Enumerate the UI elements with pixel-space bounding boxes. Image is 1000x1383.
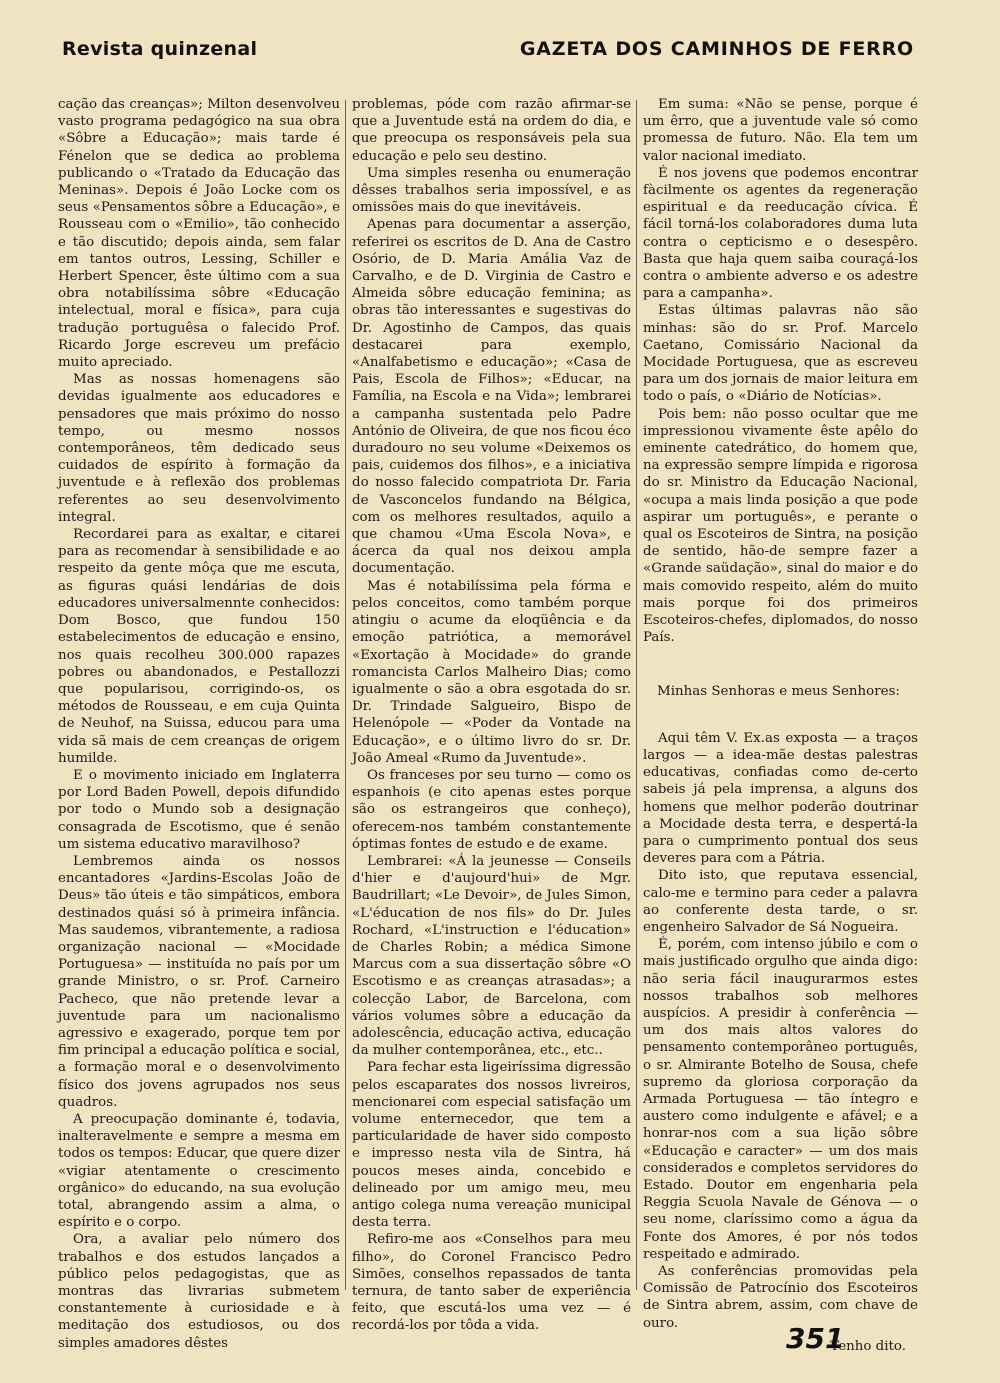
- text-column-3: [643, 96, 918, 1355]
- text-column-2: [352, 96, 631, 1335]
- paragraph: A preocupação dominante é, todavia, inalteravelmente e sempre a mesma em todos os tempos: Educar, que quere dizer «vigiar atentamente o crescimento orgânico» do educando, na sua evolução total, abrangendo assim a alma, o espírito e o corpo.: [58, 1111, 340, 1231]
- paragraph: Lembrarei: «Á la jeunesse — Conseils d'hier e d'aujourd'hui» de Mgr. Baudrillart; «Le Devoir», de Jules Simon, «L'éducation de nos fils» do Dr. Jules Rochard, «L'instruction e l'éducation» de Charles Robin; a médica Simone Marcus com a sua dissertação sôbre «O Escotismo e as creanças atrasadas»; a colecção Labor, de Barcelona, com vários volumes sôbre a educação da adolescência, educação activa, educação da mulher contemporânea, etc., etc..: [352, 853, 631, 1059]
- column-divider: [345, 100, 346, 1290]
- running-header-left: Revista quinzenal: [62, 38, 258, 60]
- paragraph: Mas as nossas homenagens são devidas igualmente aos educadores e pensadores que mais próximo do nosso tempo, ou mesmo nossos contemporâneos, têm dedicado seus cuidados de espírito à formação da juventude e à reflexão dos problemas referentes ao seu desenvolvimento integral.: [58, 372, 340, 525]
- running-header-right: GAZETA DOS CAMINHOS DE FERRO: [519, 38, 914, 60]
- paragraph: As conferências promovidas pela Comissão de Patrocínio dos Escoteiros de Sintra abrem, assim, com chave de ouro.: [643, 1264, 918, 1331]
- column-divider: [636, 100, 637, 1290]
- address-line: Minhas Senhoras e meus Senhores:: [657, 683, 900, 699]
- paragraph: Refiro-me aos «Conselhos para meu filho», do Coronel Francisco Pedro Simões, conselhos repassados de tanta ternura, de tanto saber de experiência feito, que escutá-los uma vez — é recordá-los por tôda a vida.: [352, 1232, 631, 1334]
- paragraph: Apenas para documentar a asserção, referirei os escritos de D. Ana de Castro Osório, de D. Maria Amália Vaz de Carvalho, e de D. Virginia de Castro e Almeida sôbre educação feminina; as obras tão interessantes e sugestivas do Dr. Agostinho de Campos, das quais destacarei para exemplo, «Analfabetismo e educação»; «Casa de Pais, Escola de Filhos»; «Educar, na Família, na Escola e na Vida»; lembrarei a campanha sustentada pelo Padre António de Oliveira, de que nos ficou éco duradouro no seu volume «Deixemos os pais, cuidemos dos filhos», e a iniciativa do nosso falecido compatriota Dr. Faria de Vasconcelos fundando na Bélgica, com os melhores resultados, aquilo a que chamou «Uma Escola Nova», e ácerca da qual nos deixou ampla documentação.: [352, 217, 631, 577]
- paragraph: Recordarei para as exaltar, e citarei para as recomendar à sensibilidade e ao respeito da gente môça que me escuta, as figuras quási lendárias de dois educadores universalmennte conhecidos: Dom Bosco, que fundou 150 estabelecimentos de educação e ensino, nos quais recolheu 300.000 rapazes pobres ou abandonados, e Pestallozzi que popularisou, corrigindo-os, os métodos de Rousseau, e em cuja Quinta de Neuhof, na Suissa, educou para uma vida sã mais de cem creanças de origem humilde.: [58, 527, 340, 766]
- paragraph: Estas últimas palavras não são minhas: são do sr. Prof. Marcelo Caetano, Comissário Nacional da Mocidade Portuguesa, que as escreveu para um dos jornais de maior leitura em todo o país, o «Diário de Notícias».: [643, 303, 918, 405]
- paragraph: E o movimento iniciado em Inglaterra por Lord Baden Powell, depois difundido por todo o Mundo sob a designação consagrada de Escotismo, que é senão um sistema educativo maravilhoso?: [58, 767, 340, 852]
- paragraph: Aqui têm V. Ex.as exposta — a traços largos — a idea-mãe destas palestras educativas, confiadas como de-certo sabeis já pela imprensa, a alguns dos homens que melhor poderão doutrinar a Mocidade desta terra, e despertá-la para o cumprimento pontual dos seus deveres para com a Pátria.: [643, 730, 918, 867]
- page-number: 351: [786, 1322, 845, 1355]
- paragraph: Uma simples resenha ou enumeração dêsses trabalhos seria impossível, e as omissões mais do que inevitáveis.: [352, 165, 631, 216]
- paragraph: cação das creanças»; Milton desenvolveu vasto programa pedagógico na sua obra «Sôbre a Educação»; mais tarde é Fénelon que se dedica ao problema publicando o «Tratado da Educação das Meninas». Depois é João Locke com os seus «Pensamentos sôbre a Educação», e Rousseau com o «Emilio», tão conhecido e tão discutido; depois ainda, sem falar em tantos outros, Lessing, Schiller e Herbert Spencer, êste último com a sua obra notabilíssima sôbre «Educação intelectual, moral e física», para cuja tradução portuguêsa o falecido Prof. Ricardo Jorge escreveu um prefácio muito apreciado.: [58, 97, 340, 371]
- paragraph: É, porém, com intenso júbilo e com o mais justificado orgulho que ainda digo: não seria fácil inaugurarmos estes nossos trabalhos sob melhores auspícios. A presidir à conferência — um dos mais altos valores do pensamento contemporâneo português, o sr. Almirante Botelho de Sousa, chefe supremo da gloriosa corporação da Armada Portuguesa — tão íntegro e austero como indulgente e afável; e a honrar-nos com a sua lição sôbre «Educação e caracter» — um dos mais considerados e completos servidores do Estado. Doutor em engenharia pela Reggia Scuola Navale de Génova — o seu nome, claríssimo como a água da Fonte dos Amores, é por nós todos respeitado e admirado.: [643, 937, 918, 1262]
- paragraph: Para fechar esta ligeiríssima digressão pelos escaparates dos nossos livreiros, mencionarei com especial satisfação um volume enternecedor, que tem a particularidade de haver sido composto e impresso nesta vila de Sintra, há poucos meses ainda, concebido e delineado por um amigo meu, meu antigo colega numa vereação municipal desta terra.: [352, 1060, 631, 1231]
- paragraph: Pois bem: não posso ocultar que me impressionou vivamente êste apêlo do eminente catedrático, do homem que, na expressão sempre límpida e rigorosa do sr. Ministro da Educação Nacional, «ocupa a mais linda posição a que pode aspirar um português», e perante o qual os Escoteiros de Sintra, na posição de sentido, hão-de sempre fazer a «Grande saüdação», sinal do maior e do mais comovido respeito, além do muito mais porque foi dos primeiros Escoteiros-chefes, diplomados, do nosso País.: [643, 406, 918, 646]
- paragraph: Ora, a avaliar pelo número dos trabalhos e dos estudos lançados a público pelos pedagogistas, que as montras das livrarias submetem constantemente à curiosidade e à meditação dos estudiosos, ou dos simples amadores dêstes: [58, 1232, 340, 1351]
- paragraph: problemas, póde com razão afirmar-se que a Juventude está na ordem do dia, e que preocupa os responsáveis pela sua educação e pelo seu destino.: [352, 97, 631, 164]
- paragraph: Mas é notabilíssima pela fórma e pelos conceitos, como também porque atingiu o acume da eloqüência e da emoção patriótica, a memorável «Exortação à Mocidade» do grande romancista Carlos Malheiro Dias; como igualmente o são a obra esgotada do sr. Dr. Trindade Salgueiro, Bispo de Helenópole — «Poder da Vontade na Educação», e o último livro do sr. Dr. João Ameal «Rumo da Juventude».: [352, 578, 631, 766]
- closing-line: Tenho dito.: [830, 1338, 906, 1354]
- paragraph: Em suma: «Não se pense, porque é um êrro, que a juventude vale só como promessa de futuro. Não. Ela tem um valor nacional imediato.: [643, 97, 918, 164]
- text-column-1: [58, 96, 340, 1352]
- paragraph: Lembremos ainda os nossos encantadores «Jardins-Escolas João de Deus» tão úteis e tão simpáticos, embora destinados quási só à primeira infância. Mas saudemos, vibrantemente, a radiosa organização nacional — «Mocidade Portuguesa» — instituída no país por um grande Ministro, o sr. Prof. Carneiro Pacheco, que não pretende levar a juventude para um nacionalismo agressivo e exagerado, porque tem por fim principal a educação política e social, a formação moral e o desenvolvimento físico dos jovens agrupados nos seus quadros.: [58, 853, 340, 1110]
- paragraph: Os franceses por seu turno — como os espanhois (e cito apenas estes porque são os estrangeiros que conheço), oferecem-nos também constantemente óptimas fontes de estudo e de exame.: [352, 767, 631, 852]
- paragraph: Dito isto, que reputava essencial, calo-me e termino para ceder a palavra ao conferente desta tarde, o sr. engenheiro Salvador de Sá Nogueira.: [643, 868, 918, 935]
- paragraph: É nos jovens que podemos encontrar fàcilmente os agentes da regeneração espiritual e da reeducação cívica. É fácil torná-los colaboradores duma luta contra o cepticismo e o desespêro. Basta que haja quem saiba couraçá-los contra o ambiente adverso e os adestre para a campanha».: [643, 165, 918, 302]
